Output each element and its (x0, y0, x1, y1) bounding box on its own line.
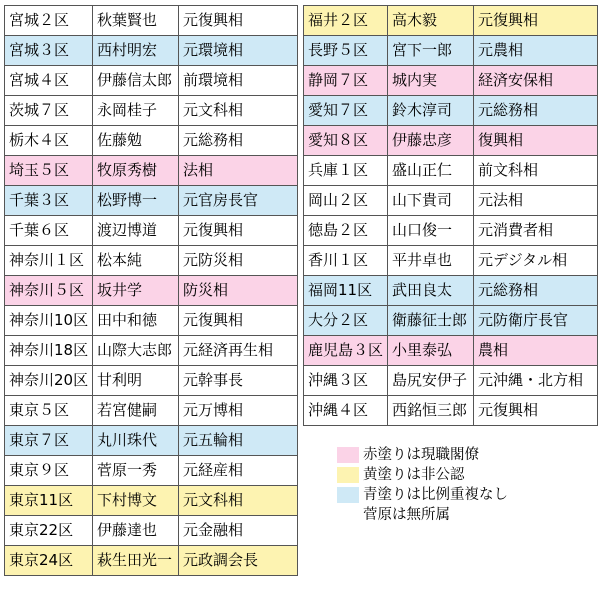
post-cell: 元農相 (474, 36, 598, 66)
name-cell: 松本純 (93, 246, 179, 276)
district-cell: 神奈川20区 (5, 366, 93, 396)
table-row (304, 396, 598, 426)
name-cell: 山口俊一 (388, 216, 474, 246)
post-cell: 元万博相 (179, 396, 298, 426)
color-legend (337, 445, 595, 525)
district-cell: 東京７区 (5, 426, 93, 456)
district-cell: 東京５区 (5, 396, 93, 426)
table-row (304, 96, 598, 126)
name-cell: 甘利明 (93, 366, 179, 396)
legend-note (337, 505, 595, 525)
table-row (5, 546, 298, 576)
post-cell: 元政調会長 (179, 546, 298, 576)
post-cell: 元防衛庁長官 (474, 306, 598, 336)
post-cell: 元経済再生相 (179, 336, 298, 366)
name-cell: 西村明宏 (93, 36, 179, 66)
post-cell: 前環境相 (179, 66, 298, 96)
post-cell: 農相 (474, 336, 598, 366)
district-cell: 宮城３区 (5, 36, 93, 66)
district-cell: 沖縄４区 (304, 396, 388, 426)
district-cell: 長野５区 (304, 36, 388, 66)
district-cell: 静岡７区 (304, 66, 388, 96)
name-cell: 牧原秀樹 (93, 156, 179, 186)
district-cell: 福井２区 (304, 6, 388, 36)
district-cell: 神奈川１区 (5, 246, 93, 276)
name-cell: 小里泰弘 (388, 336, 474, 366)
table-row (5, 516, 298, 546)
legend-text: 赤塗りは現職閣僚 (363, 447, 479, 463)
name-cell: 鈴木淳司 (388, 96, 474, 126)
name-cell: 武田良太 (388, 276, 474, 306)
post-cell: 元デジタル相 (474, 246, 598, 276)
name-cell: 秋葉賢也 (93, 6, 179, 36)
district-cell: 岡山２区 (304, 186, 388, 216)
table-row (5, 306, 298, 336)
table-row (5, 96, 298, 126)
post-cell: 元文科相 (179, 96, 298, 126)
post-cell: 元文科相 (179, 486, 298, 516)
post-cell: 元消費者相 (474, 216, 598, 246)
table-row (5, 426, 298, 456)
post-cell: 元幹事長 (179, 366, 298, 396)
table-row (304, 126, 598, 156)
post-cell: 元金融相 (179, 516, 298, 546)
legend-item-pink (337, 445, 595, 465)
district-cell: 福岡11区 (304, 276, 388, 306)
name-cell: 伊藤信太郎 (93, 66, 179, 96)
district-cell: 香川１区 (304, 246, 388, 276)
legend-swatch-pink (337, 447, 359, 463)
table-row (304, 156, 598, 186)
district-cell: 埼玉５区 (5, 156, 93, 186)
name-cell: 丸川珠代 (93, 426, 179, 456)
candidates-table-left (4, 5, 298, 576)
post-cell: 元復興相 (179, 216, 298, 246)
table-row (304, 216, 598, 246)
name-cell: 永岡桂子 (93, 96, 179, 126)
name-cell: 西銘恒三郎 (388, 396, 474, 426)
table-row (5, 216, 298, 246)
table-row (5, 456, 298, 486)
post-cell: 元復興相 (474, 6, 598, 36)
district-cell: 千葉３区 (5, 186, 93, 216)
post-cell: 経済安保相 (474, 66, 598, 96)
table-row (5, 396, 298, 426)
post-cell: 法相 (179, 156, 298, 186)
district-cell: 神奈川10区 (5, 306, 93, 336)
district-cell: 宮城２区 (5, 6, 93, 36)
district-cell: 神奈川18区 (5, 336, 93, 366)
table-row (304, 6, 598, 36)
post-cell: 元防災相 (179, 246, 298, 276)
post-cell: 元法相 (474, 186, 598, 216)
name-cell: 城内実 (388, 66, 474, 96)
post-cell: 前文科相 (474, 156, 598, 186)
post-cell: 元五輪相 (179, 426, 298, 456)
district-cell: 東京24区 (5, 546, 93, 576)
name-cell: 松野博一 (93, 186, 179, 216)
name-cell: 衛藤征士郎 (388, 306, 474, 336)
name-cell: 伊藤達也 (93, 516, 179, 546)
district-cell: 千葉６区 (5, 216, 93, 246)
post-cell: 元総務相 (474, 96, 598, 126)
district-cell: 愛知７区 (304, 96, 388, 126)
district-cell: 宮城４区 (5, 66, 93, 96)
name-cell: 坂井学 (93, 276, 179, 306)
name-cell: 山下貴司 (388, 186, 474, 216)
name-cell: 平井卓也 (388, 246, 474, 276)
district-cell: 東京22区 (5, 516, 93, 546)
legend-swatch-yellow (337, 467, 359, 483)
table-row (304, 246, 598, 276)
district-cell: 兵庫１区 (304, 156, 388, 186)
district-cell: 神奈川５区 (5, 276, 93, 306)
post-cell: 元環境相 (179, 36, 298, 66)
table-row (5, 186, 298, 216)
district-cell: 東京11区 (5, 486, 93, 516)
post-cell: 元復興相 (474, 396, 598, 426)
name-cell: 宮下一郎 (388, 36, 474, 66)
district-cell: 徳島２区 (304, 216, 388, 246)
name-cell: 菅原一秀 (93, 456, 179, 486)
table-row (5, 276, 298, 306)
post-cell: 元沖縄・北方相 (474, 366, 598, 396)
table-row (304, 36, 598, 66)
table-row (5, 156, 298, 186)
table-row (5, 6, 298, 36)
post-cell: 元官房長官 (179, 186, 298, 216)
name-cell: 盛山正仁 (388, 156, 474, 186)
table-row (304, 306, 598, 336)
name-cell: 渡辺博道 (93, 216, 179, 246)
district-cell: 愛知８区 (304, 126, 388, 156)
legend-text: 菅原は無所属 (363, 507, 450, 523)
district-cell: 栃木４区 (5, 126, 93, 156)
district-cell: 茨城７区 (5, 96, 93, 126)
district-cell: 大分２区 (304, 306, 388, 336)
post-cell: 防災相 (179, 276, 298, 306)
legend-text: 青塗りは比例重複なし (363, 487, 508, 503)
name-cell: 高木毅 (388, 6, 474, 36)
table-row (5, 66, 298, 96)
candidates-table-right (303, 5, 598, 426)
post-cell: 元復興相 (179, 306, 298, 336)
name-cell: 若宮健嗣 (93, 396, 179, 426)
table-row (5, 336, 298, 366)
name-cell: 島尻安伊子 (388, 366, 474, 396)
district-cell: 東京９区 (5, 456, 93, 486)
table-row (5, 486, 298, 516)
name-cell: 下村博文 (93, 486, 179, 516)
legend-swatch-blue (337, 487, 359, 503)
table-row (304, 186, 598, 216)
table-row (304, 336, 598, 366)
name-cell: 田中和徳 (93, 306, 179, 336)
table-row (5, 366, 298, 396)
post-cell: 元復興相 (179, 6, 298, 36)
name-cell: 山際大志郎 (93, 336, 179, 366)
district-cell: 沖縄３区 (304, 366, 388, 396)
legend-text: 黄塗りは非公認 (363, 467, 465, 483)
table-row (304, 66, 598, 96)
post-cell: 元経産相 (179, 456, 298, 486)
post-cell: 元総務相 (474, 276, 598, 306)
legend-item-blue (337, 485, 595, 505)
name-cell: 佐藤勉 (93, 126, 179, 156)
post-cell: 元総務相 (179, 126, 298, 156)
table-row (5, 126, 298, 156)
table-row (304, 366, 598, 396)
name-cell: 萩生田光一 (93, 546, 179, 576)
table-row (5, 246, 298, 276)
table-row (5, 36, 298, 66)
district-cell: 鹿児島３区 (304, 336, 388, 366)
legend-item-yellow (337, 465, 595, 485)
table-row (304, 276, 598, 306)
name-cell: 伊藤忠彦 (388, 126, 474, 156)
post-cell: 復興相 (474, 126, 598, 156)
